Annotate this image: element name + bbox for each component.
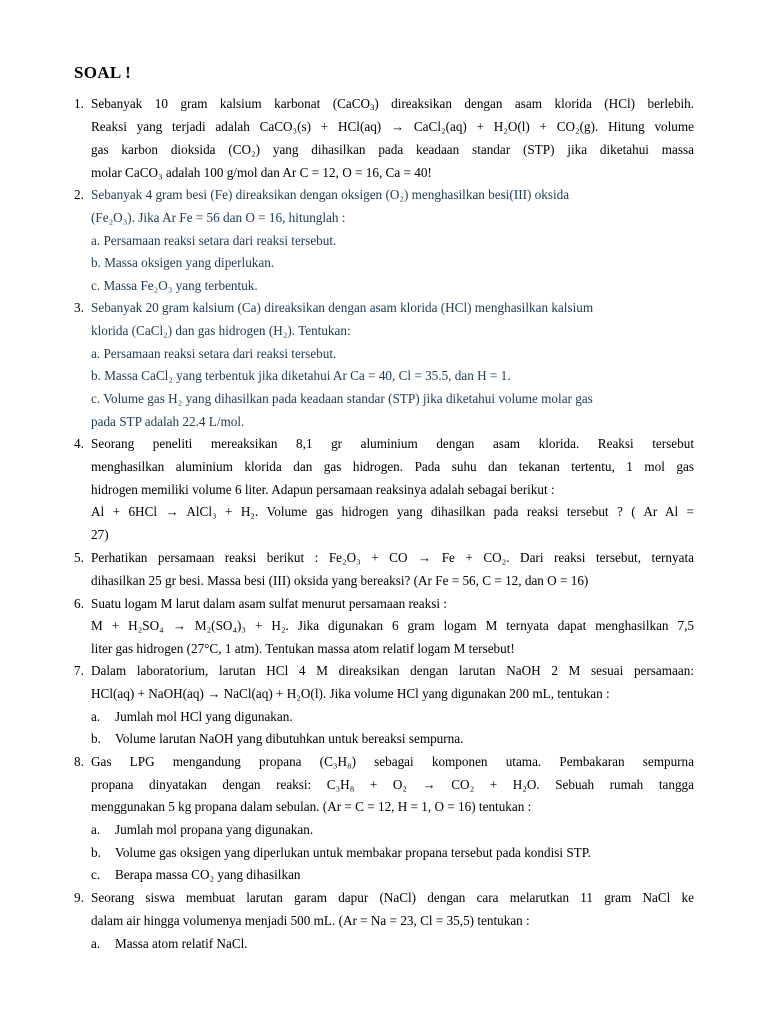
q8-item-c: Berapa massa CO₂ yang dihasilkan (115, 867, 301, 882)
q2-item-c: c. Massa Fe₂O₃ yang terbentuk. (91, 278, 258, 293)
q1-line-2: Reaksi yang terjadi adalah CaCO₃(s) + HCl(aq) → CaCl₂(aq) + H₂O(l) + CO₂(g). Hitung volume (91, 119, 694, 134)
page-title: SOAL ! (74, 63, 132, 82)
q1-line-1: Sebanyak 10 gram kalsium karbonat (CaCO$_3$) direaksikan dengan asam klorida (HCl) berlebih. (91, 96, 694, 112)
q8-line-1: Gas LPG mengandung propana (C₃H₈) sebagai komponen utama. Pembakaran sempurna (91, 754, 694, 769)
q7-line-1: Dalam laboratorium, larutan HCl 4 M direaksikan dengan larutan NaOH 2 M sesuai persamaan: (91, 663, 694, 678)
q3-item-c-line-1: c. Volume gas H₂ yang dihasilkan pada keadaan standar (STP) jika diketahui volume molar gas (91, 391, 593, 406)
q9-number: 9. (74, 890, 84, 905)
q8-item-c-label: c. (91, 867, 101, 882)
q8-item-a-label: a. (91, 822, 101, 837)
q4-line-4: Al + 6HCl → AlCl₃ + H₂. Volume gas hidrogen yang dihasilkan pada reaksi tersebut ? ( Ar Al = (91, 504, 694, 519)
q3-number: 3. (74, 300, 84, 315)
q6-line-3: liter gas hidrogen (27°C, 1 atm). Tentukan massa atom relatif logam M tersebut! (91, 641, 515, 656)
q6-number: 6. (74, 596, 84, 611)
q3-line-1: Sebanyak 20 gram kalsium (Ca) direaksikan dengan asam klorida (HCl) menghasilkan kalsium (91, 300, 594, 315)
q5-line-1: Perhatikan persamaan reaksi berikut : Fe₂O₃ + CO → Fe + CO₂. Dari reaksi tersebut, ternyata (91, 550, 694, 565)
q9-line-2: dalam air hingga volumenya menjadi 500 mL. (Ar = Na = 23, Cl = 35,5) tentukan : (91, 913, 530, 928)
q3-line-2: klorida (CaCl₂) dan gas hidrogen (H₂). Tentukan: (91, 323, 351, 338)
q4-line-1: Seorang peneliti mereaksikan 8,1 gr aluminium dengan asam klorida. Reaksi tersebut (91, 436, 694, 451)
q8-number: 8. (74, 754, 84, 769)
q2-line-2: (Fe₂O₃). Jika Ar Fe = 56 dan O = 16, hitunglah : (91, 210, 346, 225)
q2-line-1: Sebanyak 4 gram besi (Fe) direaksikan dengan oksigen (O₂) menghasilkan besi(III) oksida (91, 187, 570, 202)
q3-item-a: a. Persamaan reaksi setara dari reaksi tersebut. (91, 346, 337, 361)
q2-item-b: b. Massa oksigen yang diperlukan. (91, 255, 275, 270)
q6-line-2: M + H₂SO₄ → M₂(SO₄)₃ + H₂. Jika digunakan 6 gram logam M ternyata dapat menghasilkan 7,5 (91, 618, 694, 633)
q5-number: 5. (74, 550, 84, 565)
q1-line-4: molar CaCO₃ adalah 100 g/mol dan Ar C = 12, O = 16, Ca = 40! (91, 165, 432, 180)
q4-line-2: menghasilkan aluminium klorida dan gas hidrogen. Pada suhu dan tekanan tertentu, 1 mol gas (91, 459, 694, 474)
q2-item-a: a. Persamaan reaksi setara dari reaksi tersebut. (91, 233, 337, 248)
q8-line-2: propana dinyatakan dengan reaksi: C₃H₈ + O₂ → CO₂ + H₂O. Sebuah rumah tangga (91, 777, 694, 792)
q6-line-1: Suatu logam M larut dalam asam sulfat menurut persamaan reaksi : (91, 596, 447, 611)
q9-item-a-label: a. (91, 936, 101, 951)
q4-number: 4. (74, 436, 84, 451)
q3-item-c-line-2: pada STP adalah 22.4 L/mol. (91, 414, 245, 429)
q1-line-3: gas karbon dioksida (CO₂) yang dihasilkan pada keadaan standar (STP) jika diketahui massa (91, 142, 694, 157)
q7-item-a: Jumlah mol HCl yang digunakan. (115, 709, 293, 724)
q4-line-5: 27) (91, 527, 109, 542)
q3-item-b: b. Massa CaCl₂ yang terbentuk jika diketahui Ar Ca = 40, Cl = 35.5, dan H = 1. (91, 368, 511, 383)
q2-number: 2. (74, 187, 84, 202)
q1-number: 1. (74, 96, 84, 111)
q9-item-a: Massa atom relatif NaCl. (115, 936, 248, 951)
q5-line-2: dihasilkan 25 gr besi. Massa besi (III) oksida yang bereaksi? (Ar Fe = 56, C = 12, dan O = 16) (91, 573, 589, 588)
q7-item-a-label: a. (91, 709, 101, 724)
q8-item-b: Volume gas oksigen yang diperlukan untuk membakar propana tersebut pada kondisi STP. (115, 845, 591, 860)
q7-line-2: HCl(aq) + NaOH(aq) → NaCl(aq) + H₂O(l). Jika volume HCl yang digunakan 200 mL, tentukan : (91, 686, 610, 701)
q7-item-b: Volume larutan NaOH yang dibutuhkan untuk bereaksi sempurna. (115, 731, 464, 746)
q4-line-3: hidrogen memiliki volume 6 liter. Adapun persamaan reaksinya adalah sebagai berikut : (91, 482, 555, 497)
q9-line-1: Seorang siswa membuat larutan garam dapur (NaCl) dengan cara melarutkan 11 gram NaCl ke (91, 890, 694, 905)
q7-number: 7. (74, 663, 84, 678)
q8-line-3: menggunakan 5 kg propana dalam sebulan. (Ar = C = 12, H = 1, O = 16) tentukan : (91, 799, 532, 814)
q8-item-a: Jumlah mol propana yang digunakan. (115, 822, 314, 837)
q8-item-b-label: b. (91, 845, 101, 860)
q7-item-b-label: b. (91, 731, 101, 746)
